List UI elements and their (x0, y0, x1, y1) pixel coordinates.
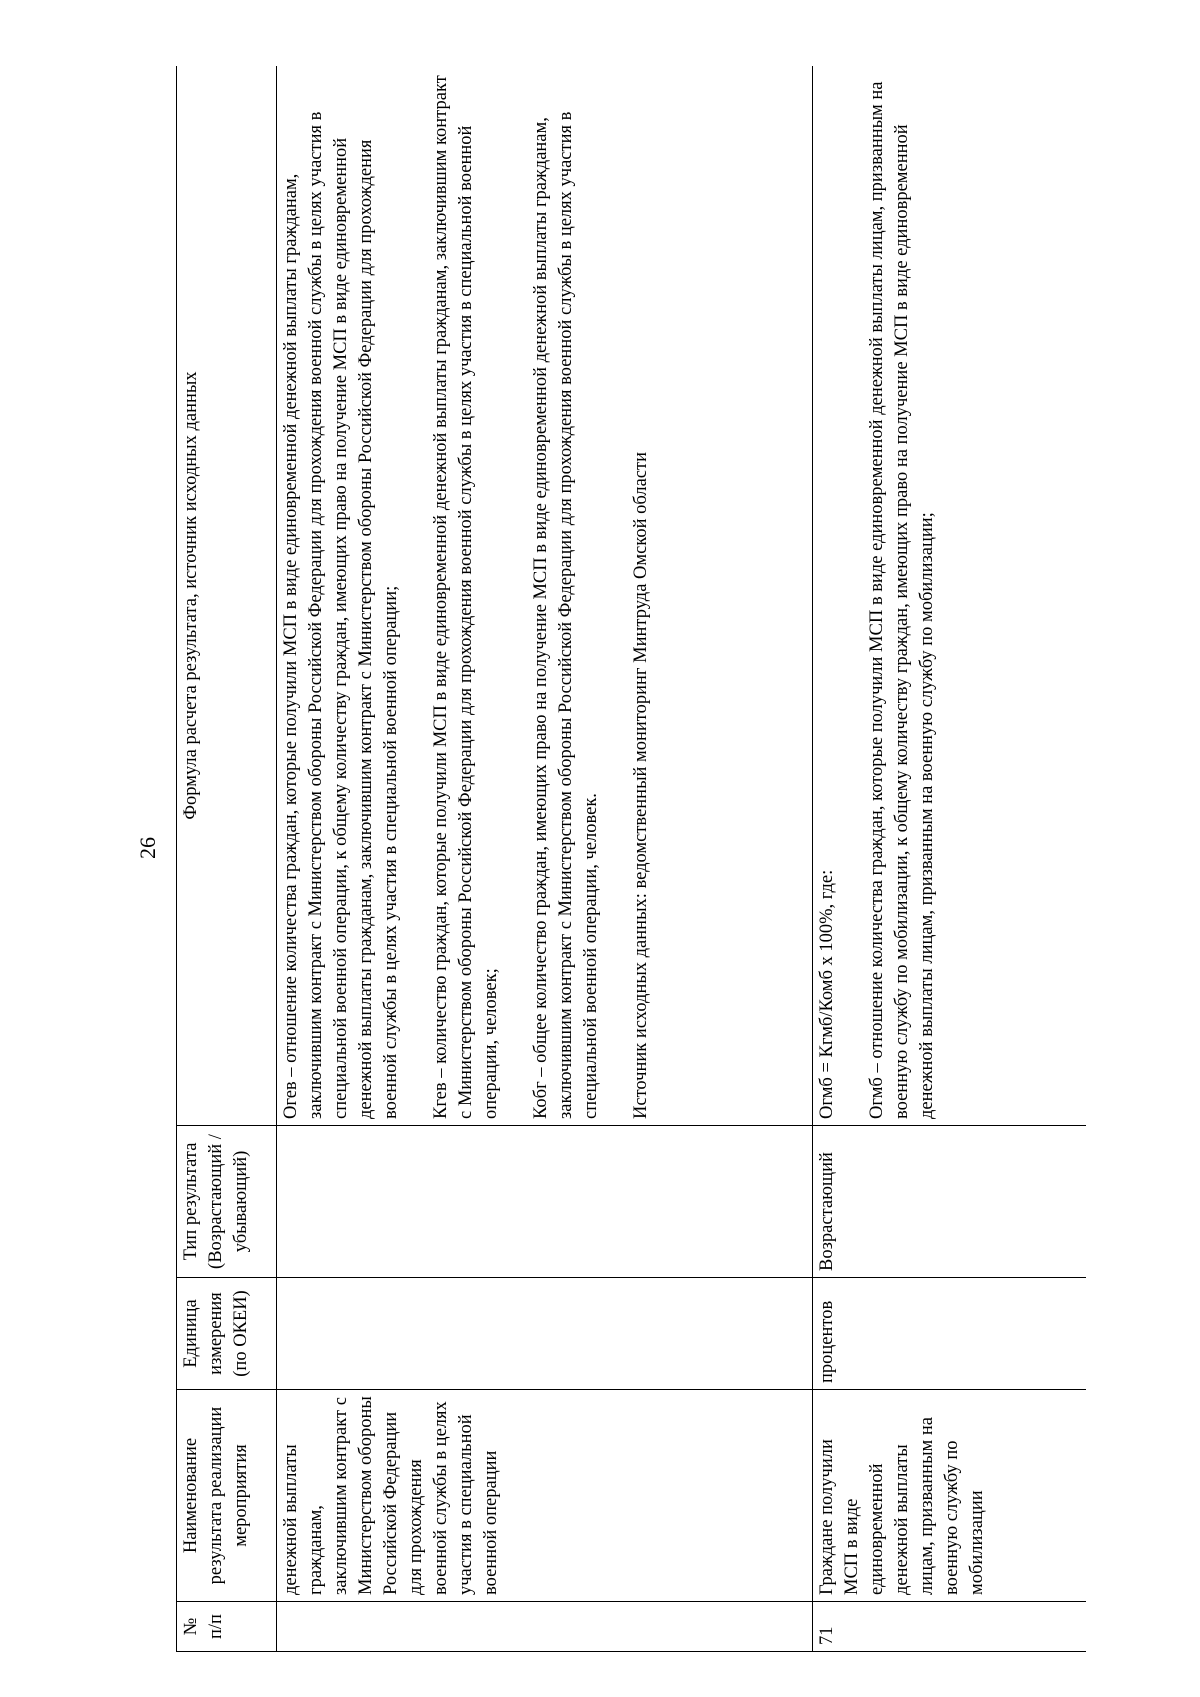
cell-result-name: Граждане получили МСП в виде единовременной денежной выплаты лицам, призванным на военную службу по мобилизации (813, 1390, 1087, 1602)
table-row (813, 66, 1087, 1652)
formula-paragraph: Огмб – отношение количества граждан, которые получили МСП в виде единовременной денежной выплаты лицам, призванным на военную службу по мобилизации, к общему количеству граждан, имеющих право на получение МСП в виде единовременной денежной выплаты лицам, призванным на военную службу по мобилизации; (867, 81, 937, 1119)
rotated-table-container (176, 66, 1086, 1652)
cell-unit (277, 1278, 813, 1390)
cell-formula (813, 66, 1087, 1126)
cell-result-name: денежной выплаты гражданам, заключившим контракт с Министерством обороны Российской Федерации для прохождения военной службы в целях участия в специальной военной операции (277, 1390, 813, 1602)
header-number: № п/п (177, 1602, 277, 1652)
cell-formula (277, 66, 813, 1126)
formula-expression: Огмб = Кгмб/Комб x 100%, где: (817, 869, 837, 1119)
formula-paragraph: Кгев – количество граждан, которые получили МСП в виде единовременной денежной выплаты гражданам, заключившим контракт с Министерством обороны Российской Федерации для прохождения военной службы в целях участия в специальной военной операции, человек; (431, 75, 501, 1119)
cell-unit: процентов (813, 1278, 1087, 1390)
formula-paragraph: Кобг – общее количество граждан, имеющих право на получение МСП в виде единовременной денежной выплаты гражданам, заключившим контракт с Министерством обороны Российской Федерации для прохождения военной службы в целях участия в специальной военной операции, человек. (531, 111, 601, 1119)
header-unit: Единица измерения (по ОКЕИ) (177, 1278, 277, 1390)
rotated-table-wrapper (176, 66, 1086, 1652)
cell-result-type (277, 1126, 813, 1278)
header-result-name: Наименование результата реализации мероприятия (177, 1390, 277, 1602)
cell-number: 71 (813, 1602, 1087, 1652)
formula-paragraph: Огев – отношение количества граждан, которые получили МСП в виде единовременной денежной выплаты гражданам, заключившим контракт с Министерством обороны Российской Федерации для прохождения военной службы в целях участия в специальной военной операции, к общему количеству граждан, имеющих право на получение МСП в виде единовременной денежной выплаты гражданам, заключившим контракт с Министерством обороны Российской Федерации для прохождения военной службы в целях участия в специальной военной операции; (281, 111, 401, 1119)
data-source-paragraph: Источник исходных данных: ведомственный мониторинг Минтруда Омской области (631, 452, 651, 1119)
cell-number (277, 1602, 813, 1652)
cell-result-type: Возрастающий (813, 1126, 1087, 1278)
table-row (277, 66, 813, 1652)
results-table (176, 66, 1086, 1652)
header-result-type: Тип результата (Возрастающий /убывающий) (177, 1126, 277, 1278)
table-header-row (177, 66, 277, 1652)
page-number: 26 (135, 837, 160, 859)
header-formula: Формула расчета результата, источник исходных данных (177, 66, 277, 1126)
